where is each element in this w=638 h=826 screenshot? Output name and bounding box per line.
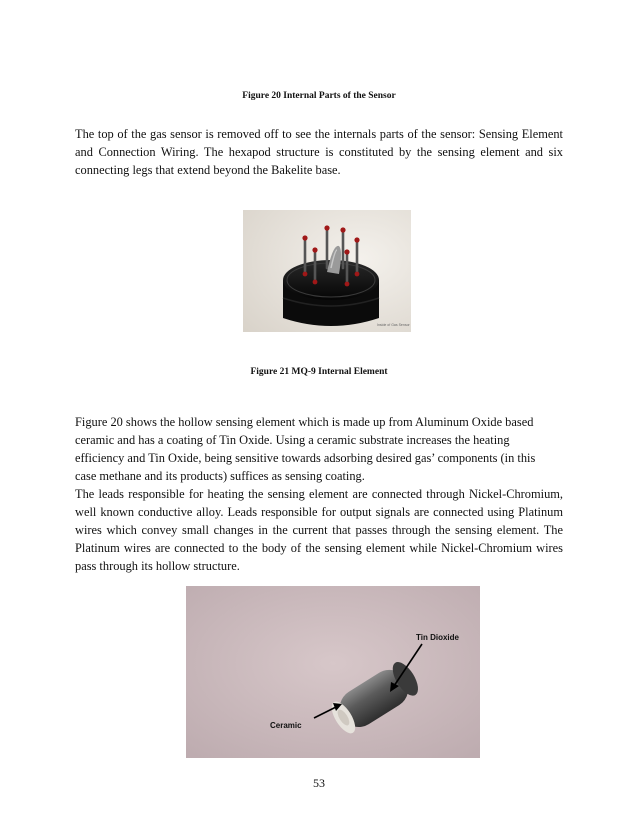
paragraph-line: ceramic and has a coating of Tin Oxide. Using a ceramic substrate increases the heating [75,433,510,447]
paragraph-sensing-element [75,413,563,485]
ceramic-tin-dioxide-photo [186,586,480,758]
mq9-internal-element-photo [243,210,411,332]
page-number: 53 [313,776,325,790]
paragraph-line: Figure 20 shows the hollow sensing element which is made up from Aluminum Oxide based [75,415,534,429]
paragraph-sensor-internals: The top of the gas sensor is removed off to see the internals parts of the sensor: Sensing Element and Connection Wiring. The hexapod structure is constituted by the sensing element and six connecting legs that extend beyond the Bakelite base. [75,127,563,177]
photo-watermark: Inside of Gas Sensor [377,323,410,327]
paragraph-line: efficiency and Tin Oxide, being sensitive towards adsorbing desired gas’ components (in this [75,451,536,465]
paragraph-line: case methane and its products) suffices as sensing coating. [75,469,365,483]
paragraph-leads-wiring: The leads responsible for heating the sensing element are connected through Nickel-Chromium, well known conductive alloy. Leads responsible for output signals are connected using Platinum wires which convey small changes in the current that passes through the sensing element. The Platinum wires are connected to the body of the sensing element while Nickel-Chromium wires pass through its hollow structure. [75,487,563,573]
ceramic-label: Ceramic [270,721,302,730]
tin-dioxide-label: Tin Dioxide [416,633,459,642]
figure-21-caption: Figure 21 MQ-9 Internal Element [250,367,388,377]
figure-20-caption: Figure 20 Internal Parts of the Sensor [242,91,396,101]
